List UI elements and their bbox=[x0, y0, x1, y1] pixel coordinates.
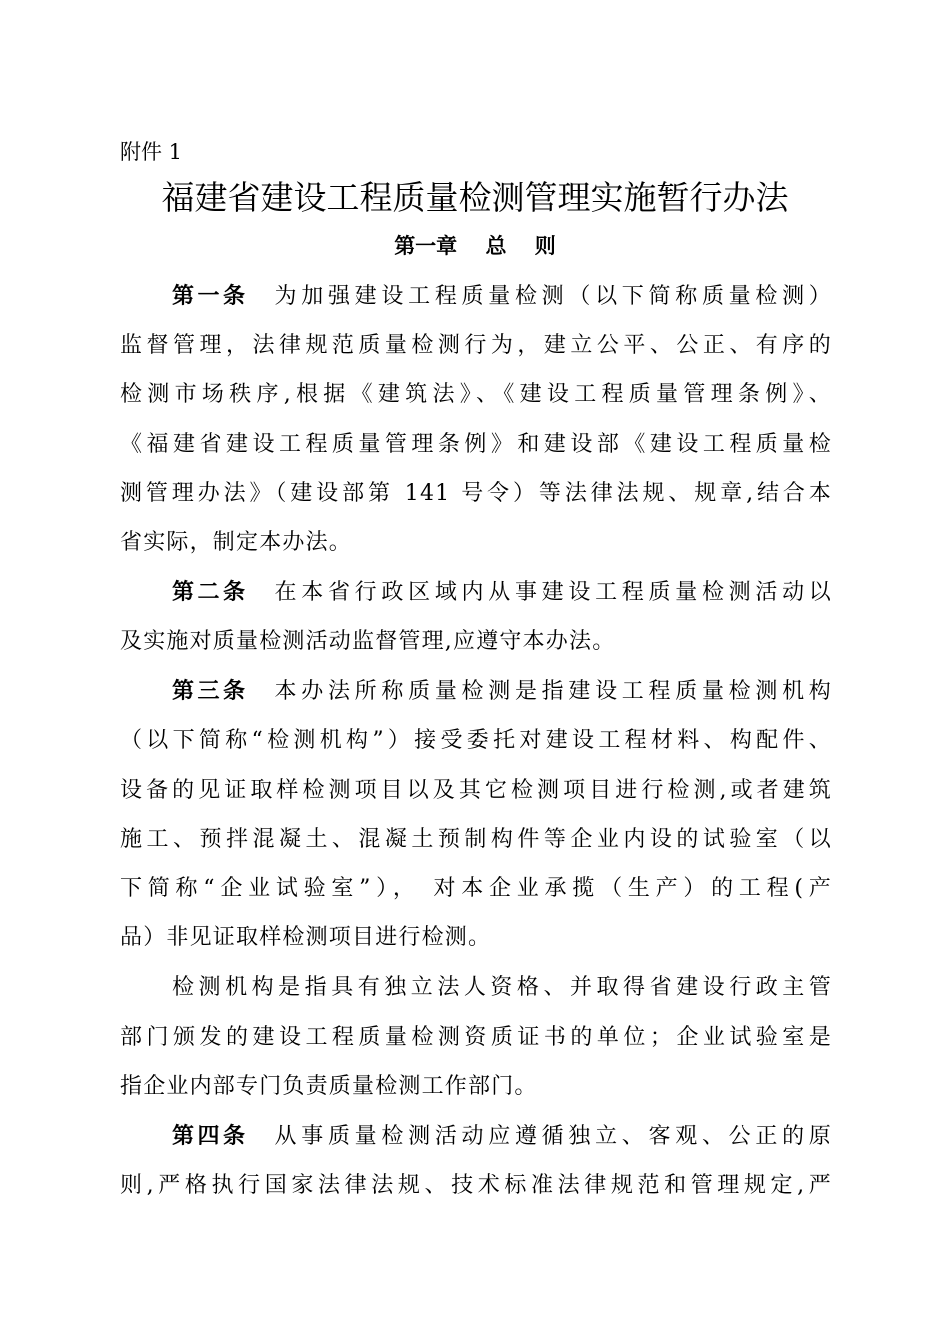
article-1-line-6: 省实际，制定本办法。 bbox=[120, 530, 353, 555]
article-1-line-1 bbox=[172, 277, 832, 317]
article-3-label: 第三条 bbox=[172, 679, 249, 704]
article-4-text: 从事质量检测活动应遵循独立、客观、公正的原 bbox=[274, 1124, 832, 1149]
article-2-line-2: 及实施对质量检测活动监督管理,应遵守本办法。 bbox=[120, 629, 616, 654]
chapter-heading: 第一章 总 则 bbox=[394, 234, 556, 258]
article-3-line-6: 品）非见证取样检测项目进行检测。 bbox=[120, 925, 492, 950]
article-1-line-3: 检测市场秩序,根据《建筑法》、《建设工程质量管理条例》、 bbox=[120, 382, 832, 407]
paragraph-3b-line-2: 部门颁发的建设工程质量检测资质证书的单位；企业试验室是 bbox=[120, 1025, 832, 1050]
article-1-line-5: 测管理办法》（建设部第 141 号令）等法律法规、规章,结合本 bbox=[120, 481, 832, 506]
article-3-line-1 bbox=[172, 672, 832, 712]
article-1-text: 为加强建设工程质量检测（以下简称质量检测） bbox=[274, 284, 832, 309]
article-2-label: 第二条 bbox=[172, 580, 249, 605]
attachment-label: 附件 1 bbox=[120, 140, 183, 164]
article-1-line-2: 监督管理，法律规范质量检测行为，建立公平、公正、有序的 bbox=[120, 333, 832, 358]
article-4-line-2: 则,严格执行国家法律法规、技术标准法律规范和管理规定,严 bbox=[120, 1173, 832, 1198]
article-3-text: 本办法所称质量检测是指建设工程质量检测机构 bbox=[274, 679, 832, 704]
document-title: 福建省建设工程质量检测管理实施暂行办法 bbox=[161, 178, 789, 217]
article-3-line-4: 施工、预拌混凝土、混凝土预制构件等企业内设的试验室（以 bbox=[120, 827, 832, 852]
article-4-line-1 bbox=[172, 1117, 832, 1157]
article-1-line-4: 《福建省建设工程质量管理条例》和建设部《建设工程质量检 bbox=[120, 432, 832, 457]
article-1-label: 第一条 bbox=[172, 284, 249, 309]
article-2-line-1 bbox=[172, 573, 832, 613]
article-3-line-2: （以下简称“检测机构”）接受委托对建设工程材料、构配件、 bbox=[120, 728, 832, 753]
paragraph-3b-line-1: 检测机构是指具有独立法人资格、并取得省建设行政主管 bbox=[172, 975, 832, 1000]
article-2-text: 在本省行政区域内从事建设工程质量检测活动以 bbox=[274, 580, 832, 605]
article-3-line-3: 设备的见证取样检测项目以及其它检测项目进行检测,或者建筑 bbox=[120, 778, 832, 803]
article-3-line-5: 下简称“企业试验室”）， 对本企业承揽（生产）的工程(产 bbox=[120, 876, 832, 901]
paragraph-3b-line-3: 指企业内部专门负责质量检测工作部门。 bbox=[120, 1074, 538, 1099]
article-4-label: 第四条 bbox=[172, 1124, 249, 1149]
